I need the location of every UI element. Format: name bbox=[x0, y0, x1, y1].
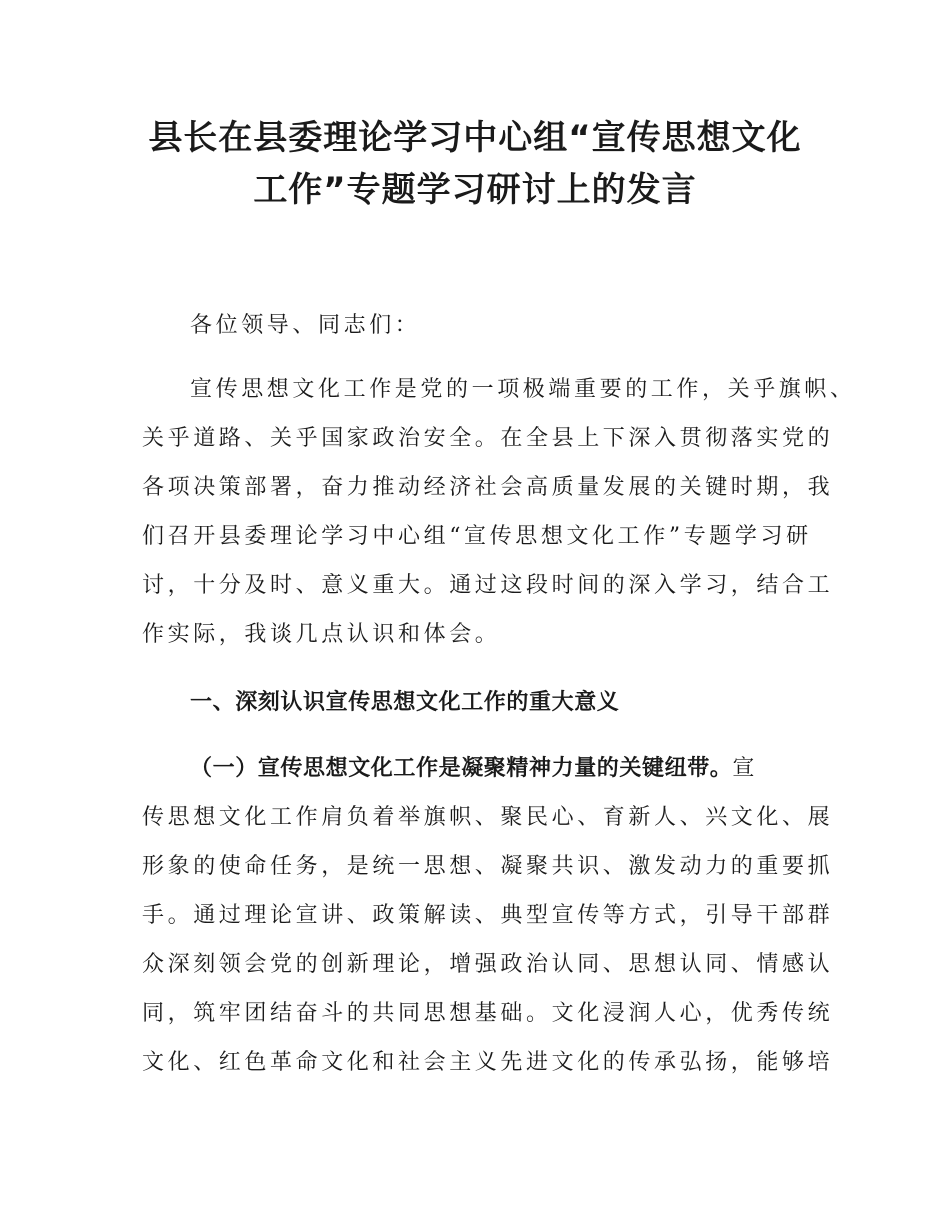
section-heading-text: 一、深刻认识宣传思想文化工作的重大意义 bbox=[190, 690, 620, 715]
paragraph-section-1 bbox=[142, 744, 832, 1087]
paragraph-line bbox=[142, 744, 832, 793]
paragraph-line: 传思想文化工作肩负着举旗帜、聚民心、育新人、兴文化、展 bbox=[142, 805, 834, 830]
paragraph-line: 形象的使命任务，是统一思想、凝聚共识、激发动力的重要抓 bbox=[142, 854, 834, 879]
title-line: 工作”专题学习研讨上的发言 bbox=[253, 170, 697, 210]
paragraph-line: 各项决策部署，奋力推动经济社会高质量发展的关键时期，我 bbox=[142, 475, 834, 500]
paragraph-line: 们召开县委理论学习中心组“宣传思想文化工作”专题学习研 bbox=[142, 524, 812, 549]
paragraph-line: 讨，十分及时、意义重大。通过这段时间的深入学习，结合工 bbox=[142, 573, 834, 598]
paragraph-line: 文化、红色革命文化和社会主义先进文化的传承弘扬，能够培 bbox=[142, 1050, 834, 1075]
section-heading bbox=[142, 678, 832, 727]
paragraph-intro bbox=[142, 365, 856, 659]
title-line: 县长在县委理论学习中心组“宣传思想文化 bbox=[148, 118, 802, 158]
subheading-continuation: 宣 bbox=[732, 756, 759, 781]
document-title bbox=[120, 112, 830, 216]
subheading: （一）宣传思想文化工作是凝聚精神力量的关键纽带。 bbox=[190, 756, 733, 781]
paragraph-line: 关乎道路、关乎国家政治安全。在全县上下深入贯彻落实党的 bbox=[142, 426, 834, 451]
paragraph-line: 手。通过理论宣讲、政策解读、典型宣传等方式，引导干部群 bbox=[142, 903, 834, 928]
paragraph-line: 众深刻领会党的创新理论，增强政治认同、思想认同、情感认 bbox=[142, 952, 834, 977]
paragraph-line: 宣传思想文化工作是党的一项极端重要的工作，关乎旗帜、 bbox=[190, 377, 856, 402]
greeting bbox=[142, 301, 832, 350]
greeting-text: 各位领导、同志们： bbox=[190, 313, 421, 338]
paragraph-line: 同，筑牢团结奋斗的共同思想基础。文化浸润人心，优秀传统 bbox=[142, 1001, 834, 1026]
paragraph-line: 作实际，我谈几点认识和体会。 bbox=[142, 622, 501, 647]
